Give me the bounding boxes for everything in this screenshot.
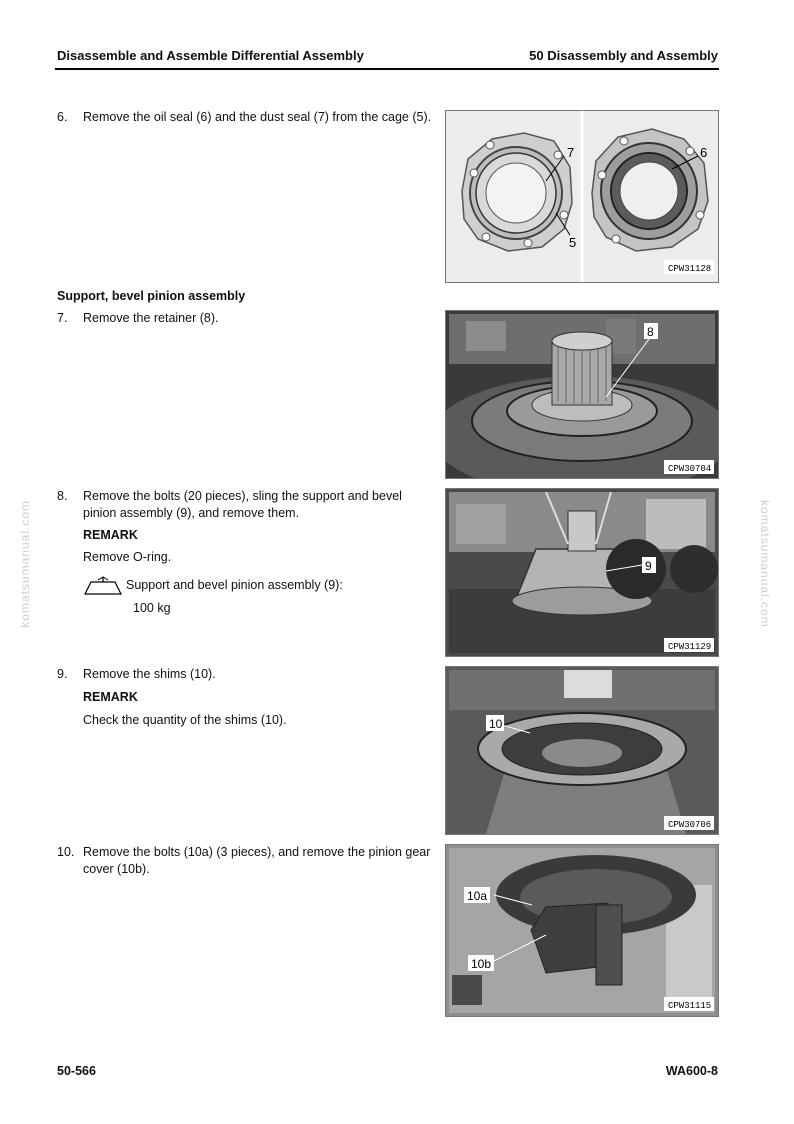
step-7-text: Remove the retainer (8). — [83, 311, 219, 325]
step-8-text: Remove the bolts (20 pieces), sling the support and bevel pinion assembly (9), and remove them. — [83, 489, 402, 520]
watermark-right: komatsumanual.com — [758, 500, 772, 628]
photo-oil-seal-cage — [445, 110, 719, 283]
step-9-remark-title: REMARK — [83, 690, 138, 704]
model-name: WA600-8 — [665, 1064, 718, 1078]
photo-shims — [445, 666, 719, 835]
photo-code-label: CPW31128 — [668, 264, 712, 274]
weight-value: 100 kg — [133, 601, 171, 615]
photo-code-label: CPW30706 — [668, 820, 712, 830]
callout-10b: 10b — [471, 957, 492, 971]
header-chapter-title: 50 Disassembly and Assembly — [529, 48, 718, 63]
step-6-text: Remove the oil seal (6) and the dust seal (7) from the cage (5). — [83, 110, 432, 124]
step-8-number: 8. — [57, 489, 68, 503]
section-title: Support, bevel pinion assembly — [57, 289, 246, 303]
watermark-left: komatsumanual.com — [18, 500, 32, 628]
photo-support-bevel-pinion — [445, 488, 719, 657]
callout-6: 6 — [700, 145, 708, 160]
weight-icon — [83, 576, 123, 596]
callout-7: 7 — [567, 145, 575, 160]
step-9-remark-text: Check the quantity of the shims (10). — [83, 713, 287, 727]
callout-10a: 10a — [467, 889, 488, 903]
callout-10: 10 — [489, 717, 503, 731]
step-7-number: 7. — [57, 311, 68, 325]
weight-label: Support and bevel pinion assembly (9): — [126, 578, 343, 592]
step-9-number: 9. — [57, 667, 68, 681]
photo-code-label: CPW31129 — [668, 642, 712, 652]
step-10-text: Remove the bolts (10a) (3 pieces), and remove the pinion gear cover (10b). — [83, 845, 431, 876]
photo-pinion-gear-cover — [445, 844, 719, 1017]
callout-9: 9 — [645, 559, 652, 573]
callout-5: 5 — [569, 235, 577, 250]
header-rule — [55, 68, 719, 70]
step-8-remark-title: REMARK — [83, 528, 138, 542]
photo-code-label: CPW30704 — [668, 464, 712, 474]
photo-retainer — [445, 310, 719, 479]
step-8-remark-text: Remove O-ring. — [83, 550, 172, 564]
step-9-text: Remove the shims (10). — [83, 667, 216, 681]
step-6-number: 6. — [57, 110, 68, 124]
step-10-number: 10. — [57, 845, 75, 859]
page-number: 50-566 — [57, 1064, 96, 1078]
callout-8: 8 — [647, 325, 654, 339]
photo-code-label: CPW31115 — [668, 1001, 712, 1011]
header-section-title: Disassemble and Assemble Differential Assembly — [57, 48, 364, 63]
